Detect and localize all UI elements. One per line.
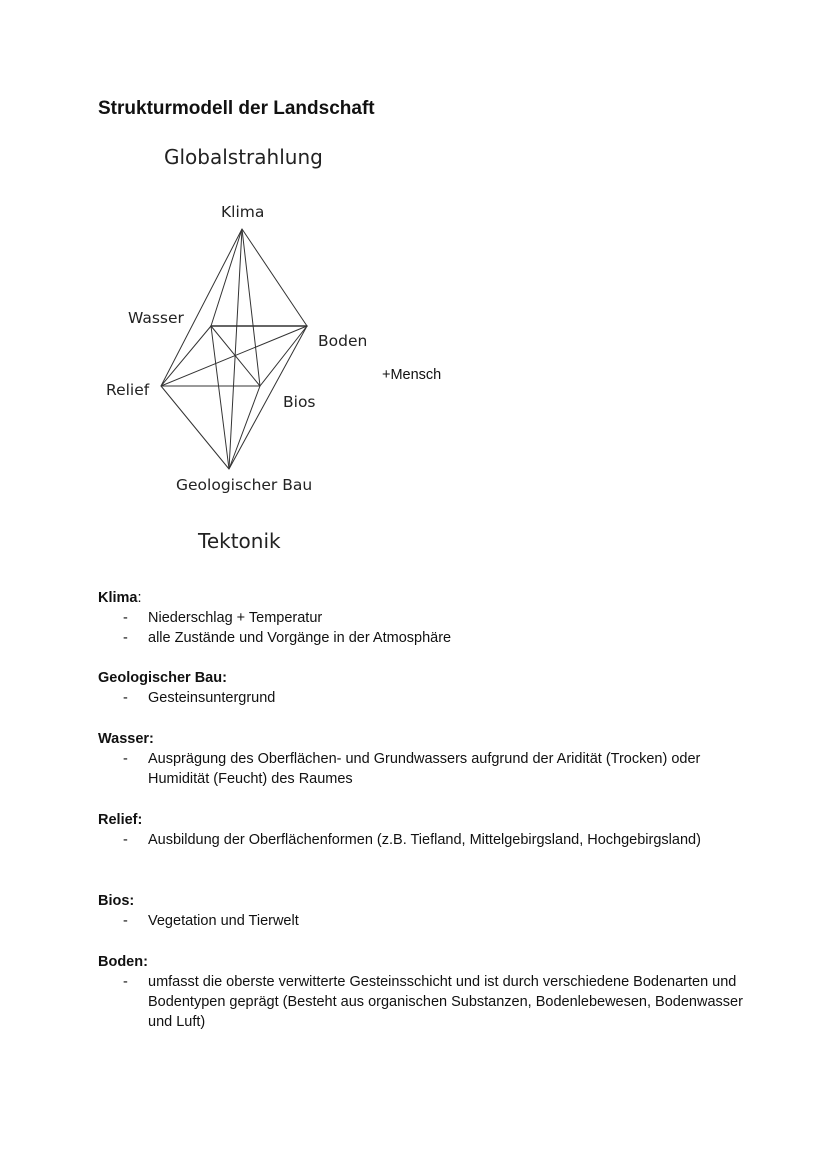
node-label-bios: Bios [283, 393, 316, 411]
section-heading-text: Bios: [98, 893, 135, 909]
page-title: Strukturmodell der Landschaft [98, 98, 375, 119]
section-heading-text: Boden: [98, 954, 148, 970]
list-item [98, 608, 758, 628]
section-heading [98, 952, 758, 972]
section-heading-text: Klima [98, 590, 138, 606]
edge-wasser-relief [161, 326, 211, 386]
list-item [98, 688, 758, 708]
bullet-dash: - [123, 630, 128, 646]
bullet-dash: - [123, 832, 128, 848]
node-label-relief: Relief [106, 381, 150, 399]
list-item-text: Vegetation und Tierwelt [148, 913, 299, 929]
list-item-text: alle Zustände und Vorgänge in der Atmosphäre [148, 630, 452, 646]
list-item [98, 830, 758, 850]
section-heading [98, 668, 758, 688]
section-heading-text: Geologischer Bau: [98, 670, 227, 686]
section-heading-text: Wasser: [98, 731, 154, 747]
edge-geobau-bios [229, 386, 260, 469]
section-4 [98, 891, 758, 931]
bullet-dash: - [123, 751, 128, 767]
bullet-dash: - [123, 974, 128, 990]
section-heading [98, 891, 758, 911]
section-3 [98, 810, 758, 850]
section-0 [98, 588, 758, 648]
section-1 [98, 668, 758, 708]
list-item-text: umfasst die oberste verwitterte Gesteinsschicht und ist durch verschiedene Bodenarten und Bodentypen geprägt (Besteht aus organischen Substanzen, Bodenlebewesen, Bodenwasser und Luft) [148, 974, 743, 1030]
bullet-dash: - [123, 610, 128, 626]
edge-klima-relief [161, 229, 242, 386]
list-item [98, 749, 758, 789]
list-item [98, 972, 758, 1032]
node-label-boden: Boden [318, 332, 368, 350]
edge-geobau-wasser [211, 326, 229, 469]
section-heading-text: Relief: [98, 812, 143, 828]
list-item [98, 911, 758, 931]
bullet-dash: - [123, 690, 128, 706]
diagram-top-label: Globalstrahlung [164, 145, 323, 169]
bullet-dash: - [123, 913, 128, 929]
edge-geobau-boden [229, 326, 307, 469]
mensch-label: +Mensch [382, 367, 442, 383]
section-heading [98, 588, 758, 608]
section-heading-suffix: : [137, 590, 142, 606]
edge-geobau-relief [161, 386, 229, 469]
edge-wasser-bios [211, 326, 260, 386]
edge-boden-bios [260, 326, 307, 386]
list-item-text: Niederschlag + Temperatur [148, 610, 323, 626]
list-item-text: Ausprägung des Oberflächen- und Grundwassers aufgrund der Aridität (Trocken) oder Humidität (Feucht) des Raumes [148, 751, 701, 787]
section-5 [98, 952, 758, 1032]
list-item-text: Gesteinsuntergrund [148, 690, 276, 706]
list-item-text: Ausbildung der Oberflächenformen (z.B. Tiefland, Mittelgebirgsland, Hochgebirgsland) [148, 832, 701, 848]
node-label-geologischer-bau: Geologischer Bau [176, 476, 313, 494]
list-item [98, 628, 758, 648]
section-heading [98, 810, 758, 830]
section-heading [98, 729, 758, 749]
diagram-bottom-label: Tektonik [198, 529, 281, 553]
section-2 [98, 729, 758, 789]
node-label-klima: Klima [221, 203, 265, 221]
node-label-wasser: Wasser [128, 309, 184, 327]
